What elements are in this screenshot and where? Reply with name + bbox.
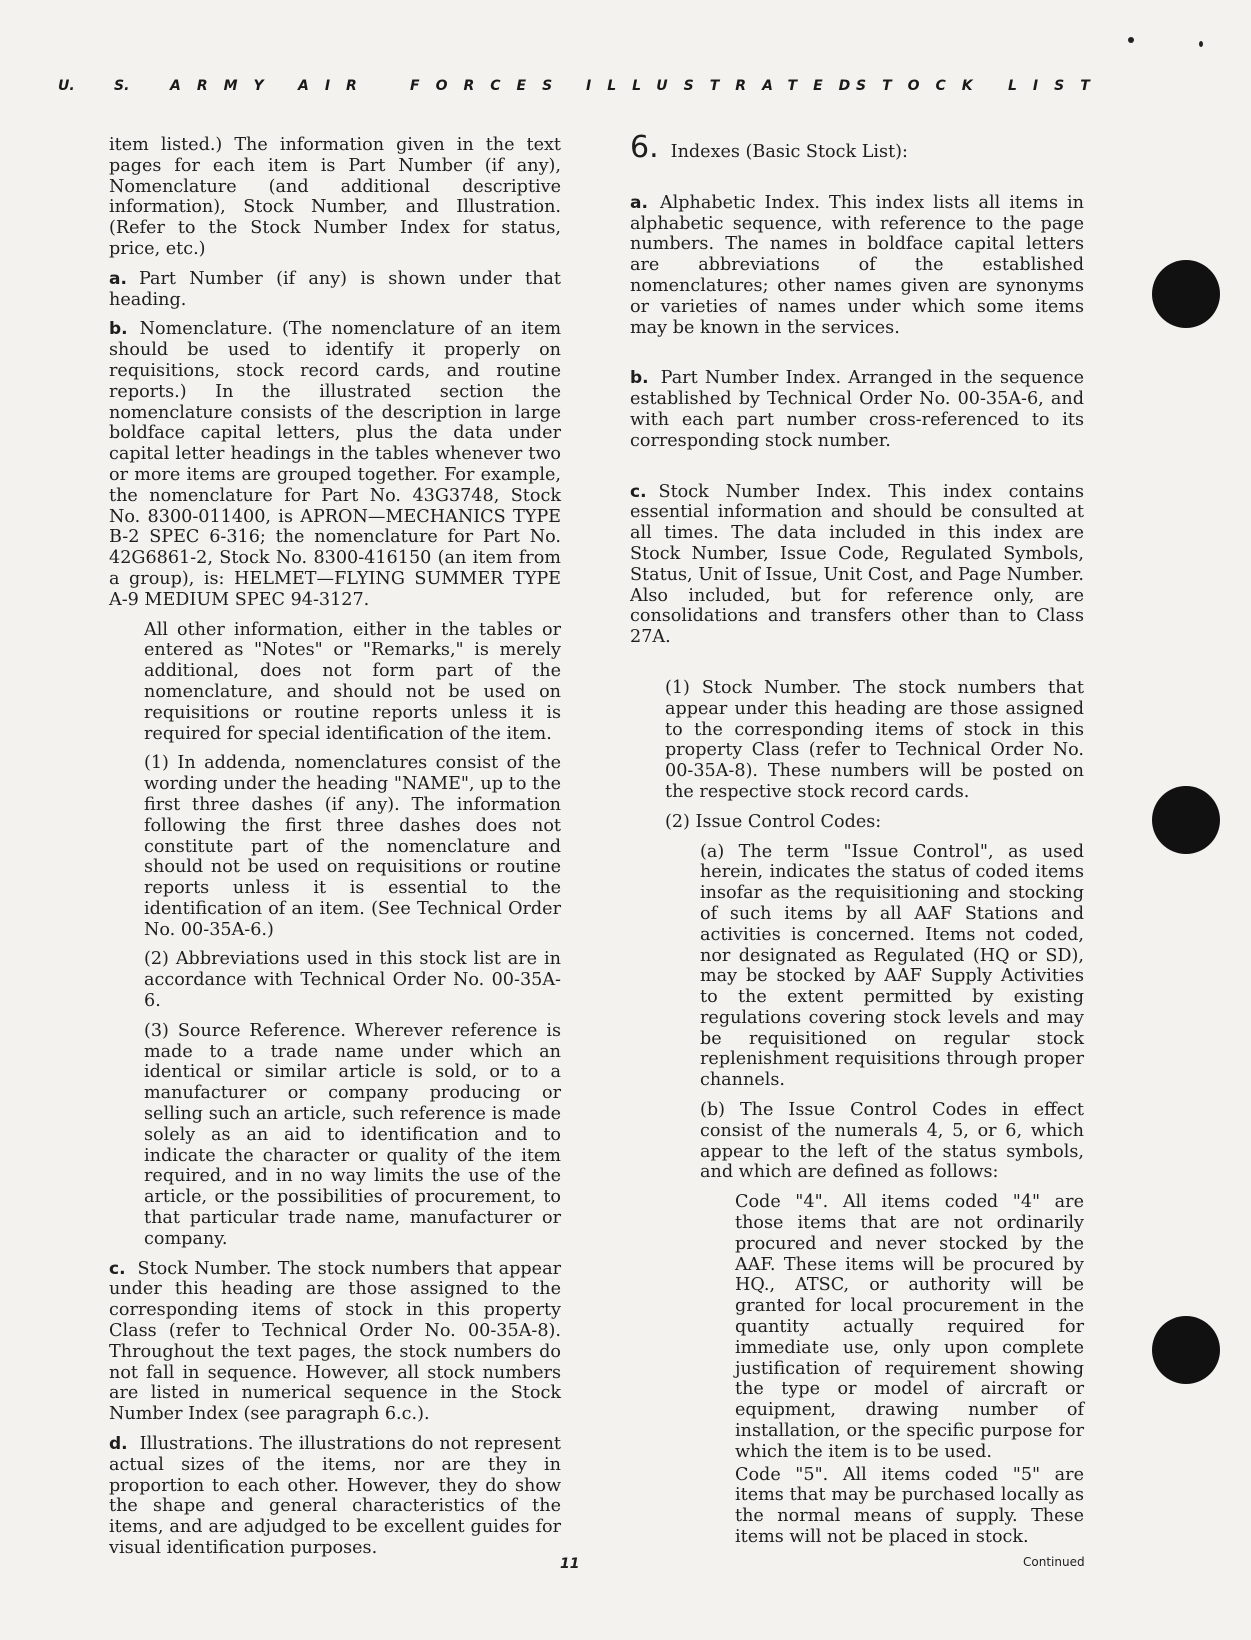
item-letter: a. xyxy=(109,268,127,289)
item-letter: d. xyxy=(109,1434,128,1455)
section-title: Indexes (Basic Stock List): xyxy=(670,142,908,162)
item-text: Nomenclature. (The nomenclature of an item should be used to identify it properly on requisitions, stock record cards, and routine reports.) In the illustrated section the nomenclature consists of the description in large boldface capital letters, plus the data under capital letter headings in the tables whenever two or more items are grouped together. For example, the nomenclature for Part No. 43G3748, Stock No. 8300-011400, is APRON—MECHANICS TYPE B-2 SPEC 6-316; the nomenclature for Part No. 42G6861-2, Stock No. 8300-416150 (an item from a group), is: HELMET—FLYING SUMMER TYPE A-9 MEDIUM SPEC 94-3127. xyxy=(109,319,561,610)
paragraph-c xyxy=(109,1259,561,1425)
page-number: 11 xyxy=(560,1556,580,1572)
section-number: 6. xyxy=(630,130,659,165)
paragraph-sub-2: (2) Issue Control Codes: xyxy=(665,811,882,832)
paragraph-sub-1: (1) In addenda, nomenclatures consist of the wording under the heading "NAME", up to the first three dashes (if any). The information following the first three dashes does not constitute part of the nomenclature and should not be used on requisitions or routine reports unless it is essential to the identification of an item. (See Technical Order No. 00-35A-6.) xyxy=(144,753,561,940)
punch-hole xyxy=(1152,260,1220,328)
item-text: Part Number Index. Arranged in the sequence established by Technical Order No. 00-35A-6, and with each part number cross-referenced to its corresponding stock number. xyxy=(630,368,1084,451)
paragraph-intro: item listed.) The information given in the text pages for each item is Part Number (if any), Nomenclature (and additional descriptive information), Stock Number, and Illustration. (Refer to the Stock Number Index for status, price, etc.) xyxy=(109,135,561,259)
punch-hole xyxy=(1152,1316,1220,1384)
paragraph-c xyxy=(630,482,1084,648)
item-letter: c. xyxy=(109,1258,126,1279)
header-word: S. xyxy=(114,78,130,94)
speck-mark xyxy=(1128,37,1134,43)
left-column xyxy=(109,135,561,1568)
paragraph-sub-2a: (a) The term "Issue Control", as used herein, indicates the status of coded items insofar as the requisitioning and stocking of such items by all AAF Stations and activities is concerned. Items not coded, nor designated as Regulated (HQ or SD), may be stocked by AAF Supply Activities to the extent permitted by existing regulations covering stock levels and may be requisitioned on regular stock replenishment requisitions through proper channels. xyxy=(700,841,1084,1091)
speck-mark xyxy=(1199,41,1203,47)
item-letter: c. xyxy=(630,481,647,502)
header-word: LIST xyxy=(1008,78,1106,94)
item-text: Illustrations. The illustrations do not represent actual sizes of the items, nor are they in proportion to each other. However, they do show the shape and general characteristics of the items, and are adjudged to be excellent guides for visual identification purposes. xyxy=(109,1434,561,1558)
header-word: ARMY xyxy=(170,78,280,94)
paragraph-b xyxy=(109,319,561,610)
paragraph-sub-1: (1) Stock Number. The stock numbers that appear under this heading are those assigned to the corresponding items of stock in this property Class (refer to Technical Order No. 00-35A-8). These numbers will be posted on the respective stock record cards. xyxy=(665,677,1084,802)
header-word: FORCES xyxy=(410,78,569,94)
paragraph-code-4: Code "4". All items coded "4" are those items that are not ordinarily procured and never stocked by the AAF. These items will be procured by HQ., ATSC, or authority will be granted for local procurement in the quantity actually required for immediate use, only upon complete justification of requirement showing the type or model of aircraft or equipment, drawing number of installation, or the specific purpose for which the item is to be used. xyxy=(735,1192,1084,1462)
continued-label: Continued xyxy=(1023,1555,1085,1569)
paragraph-sub-2: (2) Abbreviations used in this stock list are in accordance with Technical Order No. 00-35A-6. xyxy=(144,949,561,1012)
punch-hole xyxy=(1152,786,1220,854)
paragraph-sub-2b: (b) The Issue Control Codes in effect consist of the numerals 4, 5, or 6, which appear to the left of the status symbols, and which are defined as follows: xyxy=(700,1100,1084,1183)
item-text: Stock Number. The stock numbers that appear under this heading are those assigned to the corresponding items of stock in this property Class (refer to Technical Order No. 00-35A-8). Throughout the text pages, the stock numbers do not fall in sequence. However, all stock numbers are listed in numerical sequence in the Stock Number Index (see paragraph 6.c.). xyxy=(109,1258,561,1425)
paragraph-b xyxy=(630,368,1084,451)
item-letter: b. xyxy=(630,368,649,389)
item-letter: a. xyxy=(630,192,648,213)
paragraph-other-info: All other information, either in the tables or entered as "Notes" or "Remarks," is merely additional, does not form part of the nomenclature, and should not be used on requisitions or routine reports unless it is required for special identification of the item. xyxy=(144,619,561,744)
item-text: Stock Number Index. This index contains essential information and should be consulted at all times. The data included in this index are Stock Number, Issue Code, Regulated Symbols, Status, Unit of Issue, Unit Cost, and Page Number. Also included, but for reference only, are consolidations and transfers other than to Class 27A. xyxy=(630,481,1084,648)
section-heading xyxy=(630,130,1084,165)
item-text: Part Number (if any) is shown under that heading. xyxy=(109,268,561,310)
header-word: U. xyxy=(58,78,75,94)
item-letter: b. xyxy=(109,319,128,340)
right-column xyxy=(630,130,1084,1557)
paragraph-sub-3: (3) Source Reference. Wherever reference is made to a trade name under which an identical or similar article is sold, or to a manufacturer or company producing or selling such an article, such reference is made solely as an aid to identification and to indicate the character or quality of the item required, and in no way limits the use of the article, or the possibilities of procurement, to that particular trade name, manufacturer or company. xyxy=(144,1020,561,1249)
header-word: STOCK xyxy=(856,78,989,94)
paragraph-a xyxy=(109,269,561,311)
paragraph-d xyxy=(109,1434,561,1559)
paragraph-a xyxy=(630,193,1084,339)
item-text: Alphabetic Index. This index lists all items in alphabetic sequence, with reference to the page numbers. The names in boldface capital letters are abbreviations of the established nomenclatures; other names given are synonyms or varieties of names under which some items may be known in the services. xyxy=(630,192,1084,338)
paragraph-code-5: Code "5". All items coded "5" are items that may be purchased locally as the normal means of supply. These items will not be placed in stock. xyxy=(735,1464,1084,1548)
header-word: ILLUSTRATED xyxy=(586,78,867,94)
header-word: AIR xyxy=(298,78,373,94)
